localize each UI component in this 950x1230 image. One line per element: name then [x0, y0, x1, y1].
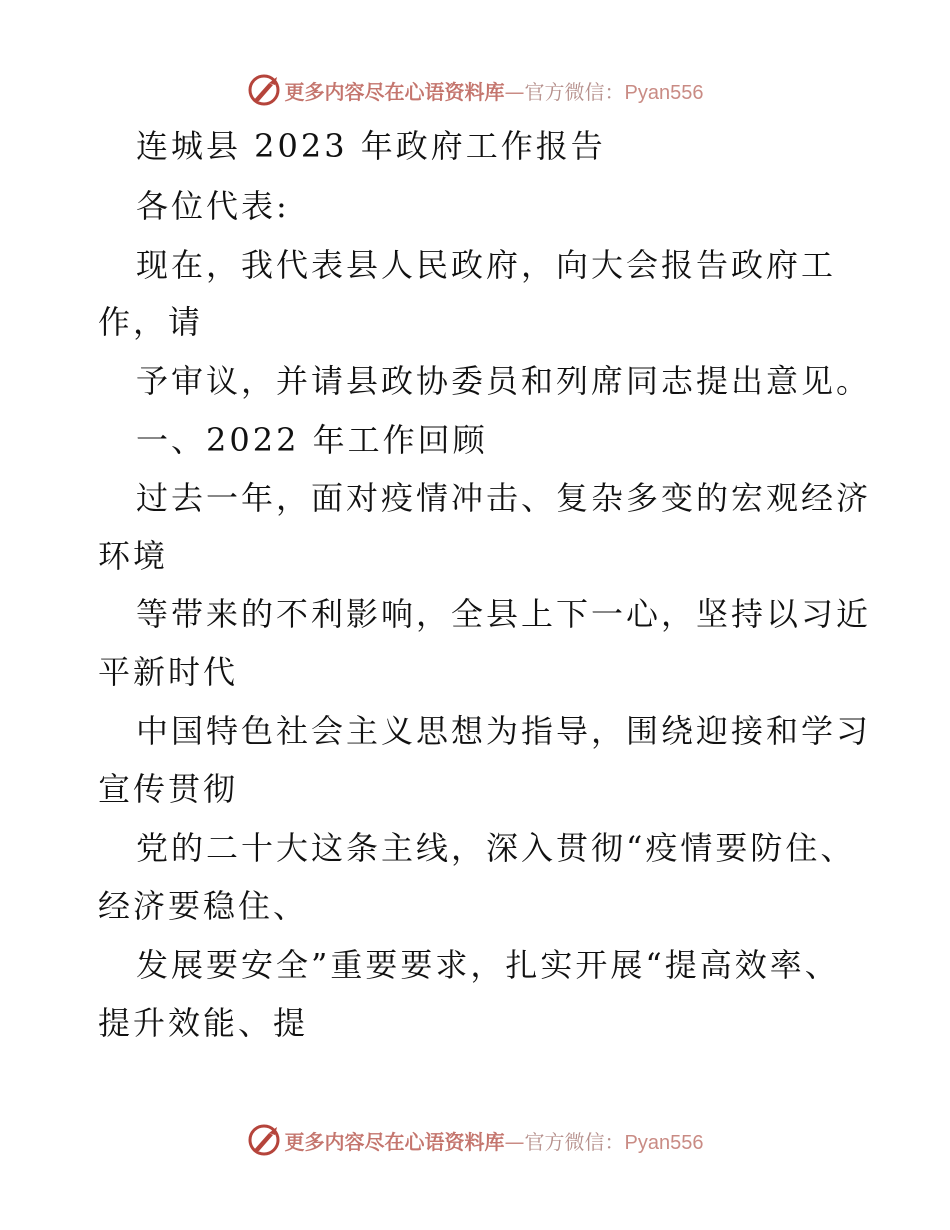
paragraph-line: 予审议，并请县政协委员和列席同志提出意见。: [136, 362, 872, 400]
paragraph-line: 中国特色社会主义思想为指导，围绕迎接和学习: [136, 712, 872, 750]
watermark-wechat-id: Pyan556: [624, 81, 704, 104]
document-title: 连城县 2023 年政府工作报告: [136, 127, 606, 165]
watermark-wechat-id: Pyan556: [624, 1131, 704, 1154]
watermark-wechat-label: 官方微信：: [524, 79, 625, 104]
paragraph-line: 作，请: [98, 303, 204, 341]
paragraph-line: 过去一年，面对疫情冲击、复杂多变的宏观经济: [136, 479, 872, 517]
quill-logo-icon: [247, 1123, 281, 1157]
watermark-separator: —: [504, 79, 525, 104]
paragraph-line: 环境: [98, 537, 169, 575]
paragraph-line: 党的二十大这条主线，深入贯彻“疫情要防住、: [136, 829, 856, 867]
salutation: 各位代表:: [136, 187, 290, 225]
watermark-main: 更多内容尽在心语资料库: [284, 79, 505, 104]
watermark-text: [285, 76, 704, 105]
paragraph-line: 等带来的不利影响，全县上下一心，坚持以习近: [136, 595, 872, 633]
footer-watermark: [0, 1120, 950, 1160]
watermark-text: [285, 1126, 704, 1155]
paragraph-line: 宣传贯彻: [98, 770, 239, 808]
watermark-separator: —: [504, 1129, 525, 1154]
quill-logo-icon: [247, 73, 281, 107]
paragraph-line: 提升效能、提: [98, 1004, 309, 1042]
watermark-main: 更多内容尽在心语资料库: [284, 1129, 505, 1154]
paragraph-line: 平新时代: [98, 653, 239, 691]
header-watermark: [0, 70, 950, 110]
watermark-wechat-label: 官方微信：: [524, 1129, 625, 1154]
section-heading: 一、2022 年工作回顾: [136, 421, 488, 459]
paragraph-line: 经济要稳住、: [98, 887, 309, 925]
paragraph-line: 现在，我代表县人民政府，向大会报告政府工: [136, 246, 837, 284]
paragraph-line: 发展要安全”重要要求，扎实开展“提高效率、: [136, 946, 840, 984]
